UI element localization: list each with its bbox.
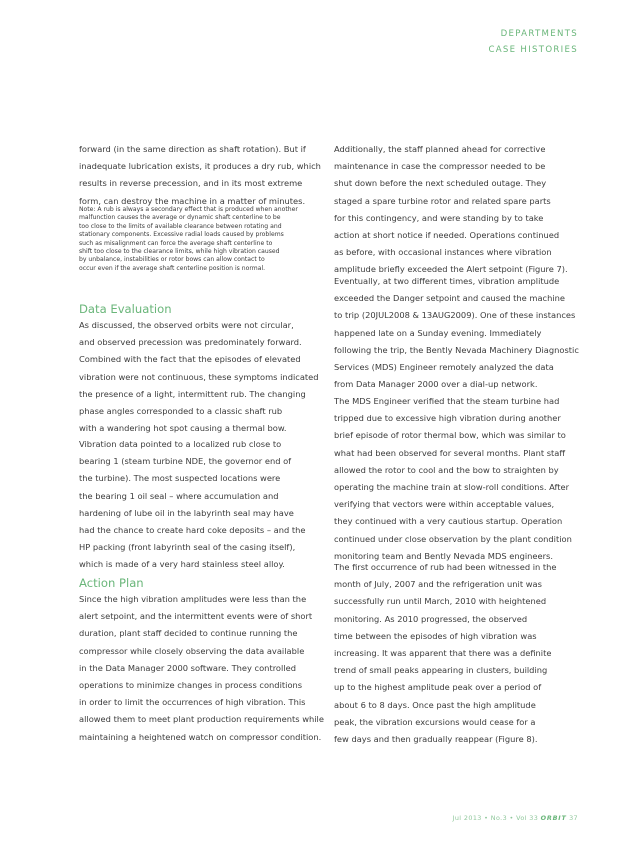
- text-line: maintenance in case the compressor needed to be: [334, 161, 546, 172]
- text-line: month of July, 2007 and the refrigeration unit was: [334, 579, 542, 590]
- text-line: vibration were not continuous, these symptoms indicated: [79, 371, 319, 382]
- text-line: increasing. It was apparent that there was a definite: [334, 648, 552, 659]
- text-line: monitoring team and Bently Nevada MDS engineers.: [334, 550, 554, 561]
- text-line: time between the episodes of high vibration was: [334, 630, 537, 641]
- text-line: for this contingency, and were standing by to take: [334, 212, 544, 223]
- text-line: in the Data Manager 2000 software. They controlled: [79, 662, 296, 673]
- text-line: The MDS Engineer verified that the steam turbine had: [334, 396, 560, 406]
- text-line: alert setpoint, and the intermittent events were of short: [79, 611, 313, 622]
- text-line: monitoring. As 2010 progressed, the observed: [334, 613, 528, 624]
- text-line: the turbine). The most suspected locations were: [79, 473, 281, 484]
- text-line: As discussed, the observed orbits were not circular,: [79, 320, 294, 330]
- text-line: maintaining a heightened watch on compressor condition.: [79, 731, 322, 742]
- page-number: 37: [569, 814, 578, 822]
- text-line: with a wandering hot spot causing a thermal bow.: [79, 423, 287, 434]
- text-line: results in reverse precession, and in its most extreme: [79, 178, 303, 189]
- text-line: staged a spare turbine rotor and related spare parts: [334, 195, 551, 206]
- rub-note: [79, 206, 298, 273]
- text-line: they continued with a very cautious startup. Operation: [334, 516, 563, 527]
- text-line: forward (in the same direction as shaft rotation). But if: [79, 144, 306, 154]
- text-line: trend of small peaks appearing in clusters, building: [334, 665, 548, 676]
- text-line: verifying that vectors were within acceptable values,: [334, 499, 555, 510]
- note-line: such as misalignment can force the average shaft centerline to: [79, 239, 273, 247]
- section-label: CASE HISTORIES: [488, 45, 578, 55]
- text-line: phase angles corresponded to a classic shaft rub: [79, 406, 283, 417]
- text-line: happened late on a Sunday evening. Immediately: [334, 327, 542, 338]
- note-line: too close to the limits of available clearance between rotating and: [79, 222, 282, 230]
- left-paragraph-2: [79, 317, 319, 437]
- text-line: shut down before the next scheduled outage. They: [334, 178, 547, 189]
- text-line: operating the machine train at slow-roll conditions. After: [334, 482, 570, 493]
- magazine-name: ORBIT: [540, 814, 567, 822]
- text-line: allowed the rotor to cool and the bow to straighten by: [334, 464, 559, 475]
- text-line: tripped due to excessive high vibration during another: [334, 413, 561, 424]
- note-line: occur even if the average shaft centerline position is normal.: [79, 264, 266, 272]
- issue-info: Jul 2013 • No.3 • Vol 33: [452, 814, 539, 822]
- text-line: about 6 to 8 days. Once past the high amplitude: [334, 699, 536, 710]
- text-line: compressor while closely observing the data available: [79, 645, 305, 656]
- text-line: form, can destroy the machine in a matter of minutes.: [79, 195, 306, 206]
- text-line: up to the highest amplitude peak over a period of: [334, 682, 542, 693]
- text-line: brief episode of rotor thermal bow, which was similar to: [334, 430, 566, 441]
- text-line: in order to limit the occurrences of high vibration. This: [79, 697, 306, 708]
- text-line: few days and then gradually reappear (Figure 8).: [334, 734, 538, 745]
- text-line: HP packing (front labyrinth seal of the casing itself),: [79, 542, 296, 553]
- right-paragraph-1: [334, 141, 568, 279]
- text-line: peak, the vibration excursions would cease for a: [334, 716, 536, 727]
- text-line: amplitude briefly exceeded the Alert setpoint (Figure 7).: [334, 264, 568, 275]
- text-line: hardening of lube oil in the labyrinth seal may have: [79, 507, 294, 518]
- left-paragraph-1: [79, 141, 321, 210]
- text-line: action at short notice if needed. Operations continued: [334, 230, 560, 241]
- left-paragraph-4: [79, 591, 324, 746]
- section-header: [488, 28, 578, 56]
- text-line: Additionally, the staff planned ahead for corrective: [334, 144, 546, 154]
- text-line: as before, with occasional instances where vibration: [334, 247, 552, 258]
- page-footer: [453, 814, 578, 822]
- text-line: Since the high vibration amplitudes were less than the: [79, 594, 307, 604]
- heading-action-plan: Action Plan: [79, 576, 144, 590]
- note-line: shift too close to the clearance limits, while high vibration caused: [79, 248, 280, 256]
- right-paragraph-2: [334, 273, 579, 393]
- text-line: allowed them to meet plant production requirements while: [79, 714, 324, 725]
- text-line: what had been observed for several months. Plant staff: [334, 447, 566, 458]
- text-line: and observed precession was predominately forward.: [79, 337, 302, 348]
- text-line: exceeded the Danger setpoint and caused the machine: [334, 293, 566, 304]
- note-line: by unbalance, instabilities or rotor bows can allow contact to: [79, 256, 265, 264]
- text-line: the presence of a light, intermittent rub. The changing: [79, 388, 306, 399]
- text-line: successfully run until March, 2010 with heightened: [334, 596, 547, 607]
- text-line: to trip (20JUL2008 & 13AUG2009). One of these instances: [334, 310, 576, 321]
- right-paragraph-4: [334, 559, 557, 748]
- text-line: inadequate lubrication exists, it produces a dry rub, which: [79, 161, 321, 172]
- text-line: duration, plant staff decided to continue running the: [79, 628, 298, 639]
- department-label: DEPARTMENTS: [500, 29, 578, 39]
- note-line: malfunction causes the average or dynamic shaft centerline to be: [79, 214, 281, 222]
- text-line: Combined with the fact that the episodes of elevated: [79, 354, 301, 365]
- text-line: bearing 1 (steam turbine NDE, the governor end of: [79, 456, 292, 467]
- text-line: continued under close observation by the plant condition: [334, 533, 572, 544]
- text-line: Vibration data pointed to a localized rub close to: [79, 439, 282, 449]
- text-line: which is made of a very hard stainless steel alloy.: [79, 559, 285, 570]
- note-line: Note: A rub is always a secondary effect that is produced when another: [79, 206, 298, 213]
- text-line: Eventually, at two different times, vibration amplitude: [334, 276, 560, 286]
- text-line: following the trip, the Bently Nevada Machinery Diagnostic: [334, 344, 579, 355]
- text-line: from Data Manager 2000 over a dial-up network.: [334, 379, 538, 390]
- text-line: The first occurrence of rub had been witnessed in the: [334, 562, 557, 572]
- text-line: the bearing 1 oil seal – where accumulation and: [79, 490, 279, 501]
- text-line: operations to minimize changes in process conditions: [79, 680, 303, 691]
- right-paragraph-3: [334, 393, 572, 565]
- text-line: Services (MDS) Engineer remotely analyzed the data: [334, 362, 554, 373]
- heading-data-evaluation: Data Evaluation: [79, 302, 172, 316]
- text-line: had the chance to create hard coke deposits – and the: [79, 525, 306, 536]
- note-line: stationary components. Excessive radial loads caused by problems: [79, 231, 284, 239]
- left-paragraph-3: [79, 436, 306, 574]
